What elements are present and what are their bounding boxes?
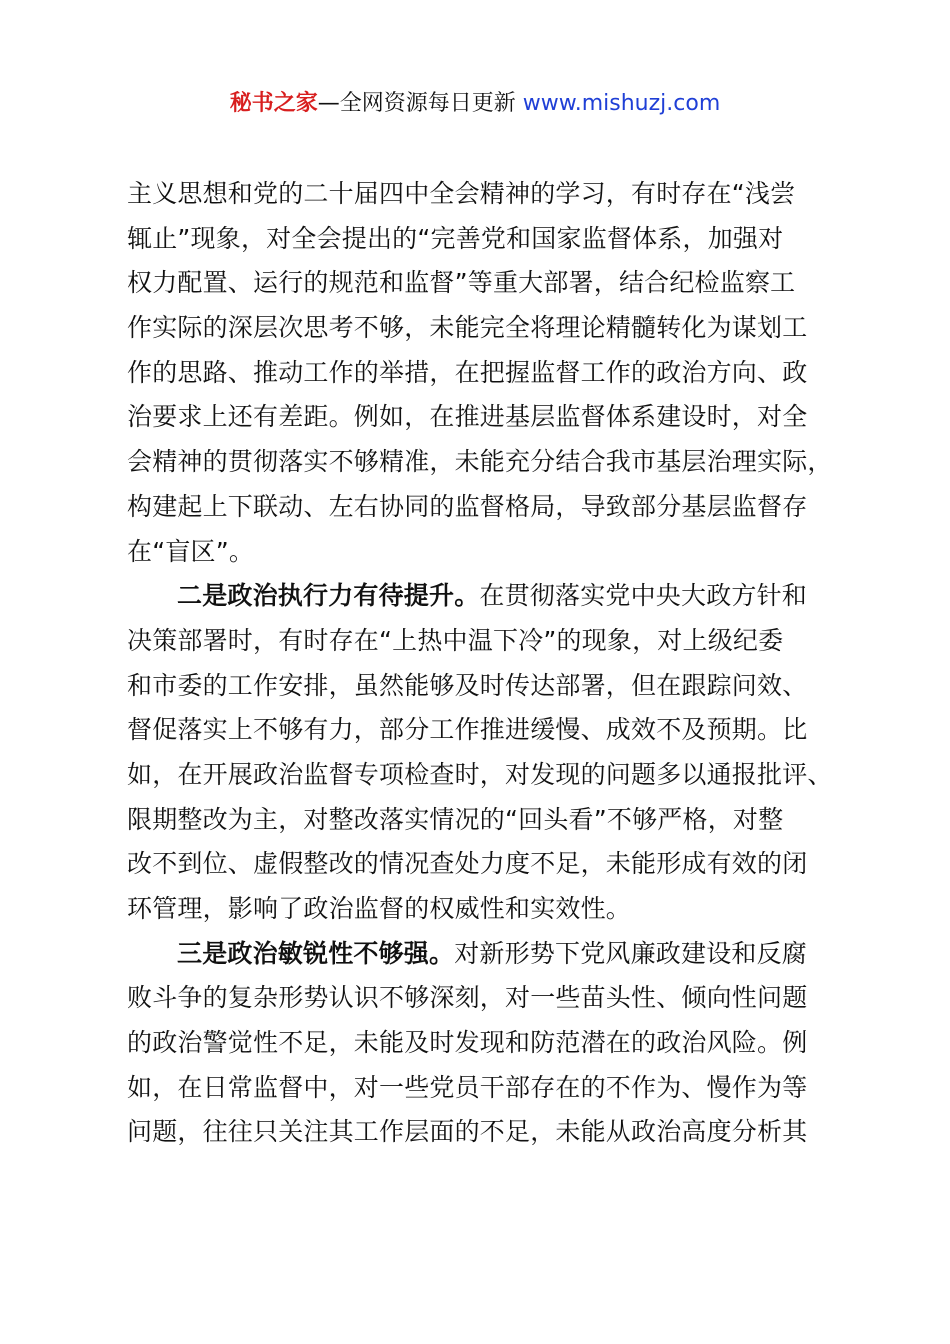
text-line: 构建起上下联动、左右协同的监督格局，导致部分基层监督存 [127, 491, 808, 521]
paragraph-first-line [127, 574, 835, 619]
text-line: 如，在日常监督中，对一些党员干部存在的不作为、慢作为等 [127, 1072, 808, 1102]
text-line: 败斗争的复杂形势认识不够深刻，对一些苗头性、倾向性问题 [127, 983, 808, 1013]
document-body [127, 172, 835, 1155]
paragraph-heading: 二是政治执行力有待提升。 [177, 581, 480, 611]
text-line: 作的思路、推动工作的举措，在把握监督工作的政治方向、政 [127, 357, 808, 387]
site-tagline: —全网资源每日更新 [317, 91, 523, 116]
text-line: 如，在开展政治监督专项检查时，对发现的问题多以通报批评、 [127, 759, 833, 789]
paragraph-text: 在贯彻落实党中央大政方针和 [479, 581, 808, 611]
text-line: 主义思想和党的二十届四中全会精神的学习，有时存在“浅尝 [127, 179, 796, 208]
paragraph-heading: 三是政治敏锐性不够强。 [177, 938, 455, 968]
text-line: 作实际的深层次思考不够，未能完全将理论精髓转化为谋划工 [127, 313, 808, 343]
site-url[interactable]: www.mishuzj.com [522, 91, 721, 116]
paragraph-text: 对新形势下党风廉政建设和反腐 [454, 938, 808, 968]
text-line: 改不到位、虚假整改的情况查处力度不足，未能形成有效的闭 [127, 849, 808, 879]
text-line: 会精神的贯彻落实不够精准，未能充分结合我市基层治理实际， [127, 447, 833, 477]
text-line: 和市委的工作安排，虽然能够及时传达部署，但在跟踪问效、 [127, 670, 808, 700]
text-line: 限期整改为主，对整改落实情况的“回头看”不够严格，对整 [127, 804, 784, 834]
text-line: 问题，往往只关注其工作层面的不足，未能从政治高度分析其 [127, 1117, 808, 1147]
paragraph-first-line [127, 932, 835, 977]
text-line: 权力配置、运行的规范和监督”等重大部署，结合纪检监察工 [127, 268, 796, 298]
text-line: 辄止”现象，对全会提出的“完善党和国家监督体系，加强对 [127, 223, 784, 253]
text-line: 的政治警觉性不足，未能及时发现和防范潜在的政治风险。例 [127, 1028, 808, 1058]
text-line: 决策部署时，有时存在“上热中温下冷”的现象，对上级纪委 [127, 625, 784, 655]
text-line: 治要求上还有差距。例如，在推进基层监督体系建设时，对全 [127, 402, 808, 432]
text-line: 在“盲区”。 [127, 536, 255, 566]
text-line: 督促落实上不够有力，部分工作推进缓慢、成效不及预期。比 [127, 715, 808, 745]
site-brand: 秘书之家 [229, 91, 318, 116]
page-header [0, 88, 950, 120]
text-line: 环管理，影响了政治监督的权威性和实效性。 [127, 894, 632, 923]
